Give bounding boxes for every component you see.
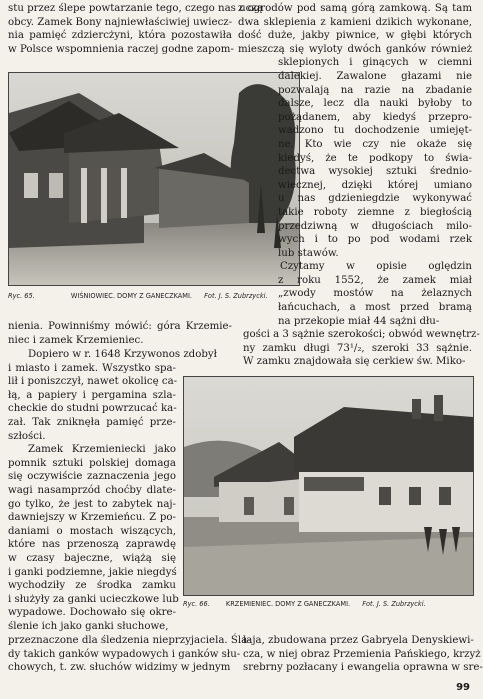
bottom-left-text — [8, 634, 251, 675]
caption-figure1-fot: Fot. J. S. Zubrzycki. — [204, 292, 268, 300]
text-line: pozwalają na razie na zbadanie — [278, 84, 472, 96]
text-line: niec i zamek Krzemieniec. — [8, 334, 144, 346]
text-line: cza, w niej obraz Przemienia Pańskiego, krzyż — [243, 648, 481, 660]
text-line: wiecznej, dzięki której umiano — [278, 179, 472, 191]
left-mid-text — [8, 320, 232, 347]
text-line: chowych, t. zw. słuchów widzimy w jednym — [8, 662, 231, 674]
bottom-right-text — [243, 634, 483, 675]
text-line: go tylko, że jest to zabytek naj- — [8, 498, 176, 510]
text-line: pomnik sztuki polskiej domaga — [8, 457, 176, 469]
text-line: i miasto i zamek. Wszystko spa- — [8, 362, 176, 374]
text-line: wychodziły ze środka zamku — [8, 580, 176, 592]
text-line: dalekiej. Zawalone głazami nie — [278, 70, 472, 82]
caption-figure2-title: KRZEMIENIEC. DOMY Z GANECZKAMI. — [225, 600, 351, 608]
text-line: dawniejszy w Krzemieńcu. Z po- — [8, 512, 176, 524]
text-line: nienia. Powinniśmy mówić: góra Krzemie- — [8, 321, 232, 332]
caption-figure2-ryc: Ryc. 66. — [183, 600, 210, 608]
text-line: wych i to po pod wodami rzek — [278, 234, 472, 246]
text-line: W zamku znajdowała się cerkiew św. Miko- — [243, 356, 466, 368]
text-line: mieszczą się wyloty dwóch ganków również — [238, 43, 472, 55]
text-line: i służyły za ganki ucieczkowe lub — [8, 593, 179, 605]
text-line: ślenie ich jako ganki słuchowe, — [8, 620, 169, 632]
text-line: się oczywiście zaznaczenia jego — [8, 471, 176, 483]
caption-figure2 — [183, 600, 472, 609]
page-number: 99 — [456, 682, 470, 693]
text-line: lił i poniszczył, nawet okolicę ca- — [8, 376, 178, 388]
text-line: dy takich ganków wypadowych i ganków słu- — [8, 648, 241, 660]
photo-krzemieniec-image — [184, 377, 473, 595]
photo-krzemieniec — [183, 376, 474, 596]
text-line: na przekopie miał 44 sążni dłu- — [278, 315, 440, 327]
text-line: przedziwną w długościach milo- — [278, 220, 472, 232]
text-line: łaja, zbudowana przez Gabryela Denyskiewi- — [243, 635, 474, 646]
text-line: stu przez ślepe powtarzanie tego, czego nas uczą — [8, 3, 263, 14]
text-line: obcy. Zamek Bony najniewłaściwiej uwiecz- — [8, 16, 233, 28]
text-line: pożądanem, aby kiedyś przepro- — [278, 111, 472, 123]
text-line: Dopiero w r. 1648 Krzywonos zdobył — [28, 349, 217, 360]
text-line: łańcuchach, a most przed bramą — [278, 302, 472, 314]
text-line: wagi nasamprzód choćby dlate- — [8, 484, 176, 496]
text-line: takie roboty ziemne z biegłością — [278, 206, 472, 218]
text-line: u nas gdzieniegdzie wykonywać — [278, 193, 472, 205]
text-line: w Polsce wspomnienia raczej godne zapom- — [8, 43, 234, 55]
text-line: szłości. — [8, 430, 46, 442]
left-top-text — [8, 2, 263, 56]
caption-figure1-ryc: Ryc. 65. — [8, 292, 35, 300]
text-line: ny zamku długi 73¹/₂, szeroki 33 sążnie. — [243, 342, 472, 354]
text-line: kiedyś, że te podkopy to świa- — [278, 152, 472, 164]
right-top-text — [238, 2, 472, 328]
text-line: z ogrodów pod samą górą zamkową. Są tam — [238, 3, 472, 14]
text-line: ne. Kto wie czy nie okaże się — [278, 138, 472, 150]
caption-figure2-fot: Fot. J. S. Zubrzycki. — [362, 600, 426, 608]
text-line: checkie do studni powrzucać ka- — [8, 403, 177, 415]
right-wide-text — [243, 328, 480, 369]
text-line: dalsze, lecz dla nauki byłoby to — [278, 98, 472, 110]
text-line: „zwody mostów na żelaznych — [278, 288, 472, 300]
text-line: gości a 3 sążnie szerokości; obwód wewnętrz- — [243, 329, 480, 340]
text-line: łą, a papiery i pergamina szla- — [8, 389, 176, 401]
text-line: w czasy bajeczne, wiążą się — [8, 552, 176, 564]
text-line: przeznaczone dla śledzenia nieprzyjaciela. Śla- — [8, 635, 251, 646]
caption-figure1-title: WIŚNIOWIEC. DOMY Z GANECZKAMI. — [70, 292, 193, 300]
text-line: zał. Tak zniknęła pamięć prze- — [8, 416, 176, 428]
text-line: lub stawów. — [278, 247, 339, 259]
text-line: które nas przenoszą zaprawdę — [8, 539, 176, 551]
text-line: Czytamy w opisie oględzin — [280, 261, 472, 273]
text-line: wypadowe. Dochowało się okre- — [8, 607, 176, 619]
text-line: dwa sklepienia z kamieni dzikich wykonane, — [238, 16, 472, 28]
text-line: nia pamięć zdziercżyni, która pozostawiła — [8, 30, 232, 42]
text-line: daniami o mostach wiszących, — [8, 525, 176, 537]
text-line: i ganki podziemne, jakie niegdyś — [8, 566, 177, 578]
text-line: Zamek Krzemieniecki jako — [28, 444, 176, 456]
text-line: dectwa wysokiej sztuki średnio- — [278, 166, 472, 178]
text-line: srebrny pozłacany i ewangelia oprawna w sre- — [243, 662, 483, 674]
text-line: z roku 1552, że zamek miał — [278, 274, 472, 286]
text-line: dość duże, jakby piwnice, w głębi których — [238, 30, 472, 42]
text-line: wadzono tu dochodzenie umiejęt- — [278, 125, 472, 137]
text-line: sklepionych i ginących w ciemni — [278, 57, 472, 69]
